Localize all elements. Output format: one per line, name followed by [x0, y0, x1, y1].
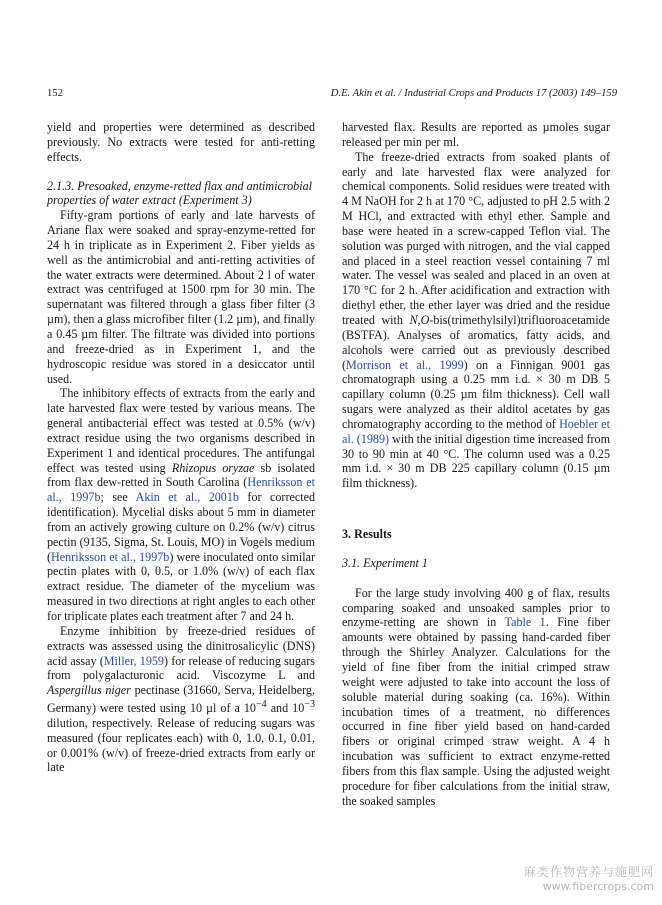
exponent: −3 [304, 699, 315, 711]
citation-link[interactable]: Henriksson et al., 1997b [51, 549, 170, 564]
table-link[interactable]: Table 1 [504, 615, 546, 630]
paragraph: Fifty-gram portions of early and late harvests of Ariane flax were soaked and spray-enzyme-retted for 24 h in triplicate as in Experiment 2. Fiber yields as well as the antimicrobial and anti-retting activities of the water extracts were determined. About 2 l of water extract was centrifuged at 1500 rpm for 30 min. The supernatant was filtered through a glass fiber filter (3 µm), then a glass microfiber filter (1.2 µm), and finally a 0.45 µm filter. The filtrate was divided into portions and freeze-dried as in Experiment 1, and the hydroscopic residue was stored in a desiccator until used. [47, 208, 315, 386]
species-name: Aspergillus niger [47, 683, 131, 698]
paragraph: yield and properties were determined as described previously. No extracts were tested for anti-retting effects. [47, 120, 315, 164]
citation-link[interactable]: Henriksson et al., 1997b [47, 475, 315, 505]
species-name: Rhizopus oryzae [171, 460, 255, 475]
exponent: −4 [255, 699, 267, 711]
running-head: D.E. Akin et al. / Industrial Crops and Products 17 (2003) 149–159 [330, 88, 617, 99]
left-column [47, 120, 315, 775]
section-heading: 3. Results [342, 527, 392, 542]
paragraph: Enzyme inhibition by freeze-dried residues of extracts was assessed using the dinitrosalicylic (DNS) acid assay (Miller, 1959) for release of reducing sugars from polygalacturonic acid. Viscozyme L and Aspergillus niger pectinase (31660, Serva, Heidelberg, Germany) were tested using 10 µl of a $10^{-4}$ and $10^{-3}$ dilution, respectively. Release of reducing sugars was measured (four replicates each) with 0, 1.0, 0.1, 0.01, or 0.001% (w/v) of freeze-dried extracts from early or late [47, 623, 315, 775]
chemical-prefix: N,O [409, 312, 430, 327]
citation-link[interactable]: Hoebler et al. (1989) [342, 416, 611, 446]
page-number: 152 [47, 88, 63, 99]
paragraph: For the large study involving 400 g of flax, results comparing soaked and unsoaked samples prior to enzyme-retting are shown in Table 1. Fine fiber amounts were obtained by passing hand-carded fiber through the Shirley Analyzer. Calculations for the yield of fine fiber from the initial crimped straw weight were adjusted to take into account the loss of soluble material during soaking (ca. 16%). Within incubation times of a treatment, no differences occurred in fine fiber yield based on hand-carded fibers or original crimped straw weight. A 4 h incubation was sufficient to extract enzyme-retted fibers from this flax sample. Using the adjusted weight procedure for fiber calculations from the initial straw, the soaked samples [342, 585, 610, 808]
citation-link[interactable]: Akin et al., 2001b [135, 490, 239, 505]
paragraph: harvested flax. Results are reported as µmoles sugar released per min per ml. [342, 120, 610, 149]
running-header [47, 88, 617, 104]
watermark-text: 麻类作物营养与施肥网 [523, 865, 654, 879]
paragraph: The inhibitory effects of extracts from the early and late harvested flax were tested by various means. The general antibacterial effect was tested at 0.5% (w/v) extract residue using the two organisms described in Experiment 1 and identical procedures. The antifungal effect was tested using Rhizopus oryzae sb isolated from flax dew-retted in South Carolina (Henriksson et al., 1997b; see Akin et al., 2001b for corrected identification). Mycelial disks about 5 mm in diameter from an actively growing culture on 0.2% (w/v) citrus pectin (9135, Sigma, St. Louis, MO) in Vogels medium (Henriksson et al., 1997b) were inoculated onto similar pectin plates with 0, 0.5, or 1.0% (w/v) of each flax extract residue. The diameter of the mycelium was measured in two directions at right angles to each other for triplicate plates each treatment after 7 and 24 h. [47, 386, 315, 623]
watermark-url: www.fibercrops.com [542, 880, 654, 893]
citation-link[interactable]: Morrison et al., 1999 [346, 357, 464, 372]
section-title: 2.1.3. Presoaked, enzyme-retted flax and antimicrobial properties of water extract (Experiment 3) [47, 178, 312, 208]
watermark [524, 863, 654, 893]
right-column [342, 120, 610, 808]
paragraph: The freeze-dried extracts from soaked plants of early and late harvested flax were analyzed for chemical components. Solid residues were treated with 4 M NaOH for 2 h at 170 °C, adjusted to pH 2.5 with 2 M HCl, and extracted with ethyl ether. Sample and base were heated in a screw-capped Teflon vial. The solution was purged with nitrogen, and the vial capped and placed in a steel reaction vessel containing 7 ml water. The vessel was sealed and placed in an oven at 170 °C for 2 h. After acidification and extraction with diethyl ether, the ether layer was dried and the residue treated with N,O-bis(trimethylsilyl)trifluoroacetamide (BSTFA). Analyses of aromatics, fatty acids, and alcohols were carried out as previously described (Morrison et al., 1999) on a Finnigan 9001 gas chromatograph using a 0.25 mm i.d. × 30 m DB 5 capillary column (0.25 µm film thickness). Cell wall sugars were analyzed as their alditol acetates by gas chromatography according to the method of Hoebler et al. (1989) with the initial digestion time increased from 30 to 90 min at 40 °C. The column used was a 0.25 mm i.d. × 30 m DB 225 capillary column (0.15 µm film thickness). [342, 149, 611, 491]
subsection-heading: 3.1. Experiment 1 [342, 555, 428, 570]
citation-link[interactable]: Miller, 1959 [103, 653, 164, 668]
